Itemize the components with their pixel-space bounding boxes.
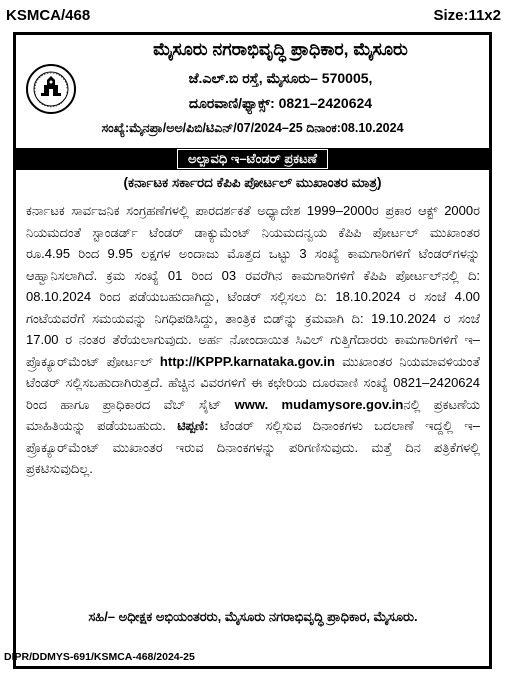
authority-seal-icon — [25, 63, 77, 115]
dipr-code: DIPR/DDMYS-691/KSMCA-468/2024-25 — [4, 651, 195, 663]
notice-header — [16, 35, 489, 146]
reference-number: ಸಂಖ್ಯೆ:ಮೈನಪ್ರಾ/ಅಅ/ಪಿಬಿ/ಟಿಎನ್/07/2024–25 ದಿನಾಂಕ:08.10.2024 — [101, 121, 404, 135]
notice-body — [26, 200, 480, 480]
note-label: ಟಿಪ್ಪಣಿ: — [177, 418, 209, 433]
note-text: ಟೆಂಡರ್ ಸಲ್ಲಿಸುವ ದಿನಾಂಕಗಳು ಬದಲಾಣೆ ಇದ್ದಲ್ಲಿ ಇ–ಪ್ರೊಕ್ಯೂರ್‌ಮೆಂಟ್ ಮುಖಾಂತರ ಇರುವ ದಿನಾಂಕಗಳನ್ನು ಪರಿಗಣಿಸುವುದು. ಮತ್ತೆ ದಿನ ಪತ್ರಿಕೆಗಳಲ್ಲಿ ಪ್ರಕಟಿಸುವುದಿಲ್ಲ. — [26, 418, 480, 476]
body-paragraph-2: ಮುಖಾಂತರ ನಿಯಮಾವಳಿಯಂತೆ ಟೆಂಡರ್ ಸಲ್ಲಿಸಬಹುದಾಗಿರುತ್ತದೆ. ಹೆಚ್ಚಿನ ವಿವರಗಳಿಗೆ ಈ ಕಛೇರಿಯ ದೂರವಾಣಿ ಸಂಖ್ಯೆ 0821–2420624 ರಿಂದ ಹಾಗೂ ಪ್ರಾಧಿಕಾರದ ವೆಬ್ ಸೈಟ್ — [26, 353, 480, 412]
banner-title: ಅಲ್ಪಾವಧಿ ಇ–ಟೆಂಡರ್ ಪ್ರಕಟಣೆ — [177, 149, 328, 169]
body-paragraph-3: ನಲ್ಲಿ ಪ್ರಕಟಣೆಯ ಮಾಹಿತಿಯನ್ನು ಪಡೆಯಬಹುದು. — [26, 396, 480, 433]
notice-banner — [16, 148, 489, 170]
body-paragraph-1: ಕರ್ನಾಟಕ ಸಾರ್ವಜನಿಕ ಸಂಗ್ರಹಣೆಗಳಲ್ಲಿ ಪಾರದರ್ಶಕತೆ ಅಧ್ಯಾದೇಶ 1999–2000ರ ಪ್ರಕಾರ ಆಕ್ಟ್ 2000ರ ನಿಯಮದಂತೆ ಸ್ಟಾಂಡರ್ಡ್ ಟೆಂಡರ್ ಡಾಕ್ಯುಮೆಂಟ್ ನಿಯಮದನ್ವಯ ಕೆಪಿಪಿ ಪೋರ್ಟಲ್ ಮುಖಾಂತರ ರೂ.4.95 ರಿಂದ 9.95 ಲಕ್ಷಗಳ ಅಂದಾಜು ಮೊತ್ತದ ಒಟ್ಟು 3 ಸಂಖ್ಯೆ ಕಾಮಗಾರಿಗಳಿಗೆ ಟೆಂಡರ್‌ಗಳನ್ನು ಆಹ್ವಾನಿಸಲಾಗಿದೆ. ಕ್ರಮ ಸಂಖ್ಯೆ 01 ರಿಂದ 03 ರವರೆಗಿನ ಕಾಮಗಾರಿಗಳಿಗೆ ಕೆಪಿಪಿ ಪೋರ್ಟಲ್‌ನಲ್ಲಿ ದಿ: 08.10.2024 ರಿಂದ ಪಡೆಯಬಹುದಾಗಿದ್ದು, ಟೆಂಡರ್ ಸಲ್ಲಿಸಲು ದಿ: 18.10.2024 ರ ಸಂಜೆ 4.00 ಗಂಟೆಯವರೆಗೆ ಸಮಯವನ್ನು ನಿಗಧಿಪಡಿಸಿದ್ದು, ತಾಂತ್ರಿಕ ಬಿಡ್‌ನ್ನು ಕ್ರಮವಾಗಿ ದಿ: 19.10.2024 ರ ಸಂಜೆ 17.00 ರ ನಂತರ ತೆರೆಯಲಾಗುವುದು. ಅರ್ಹ ನೋಂದಾಯಿತ ಸಿವಿಲ್ ಗುತ್ತಿಗೆದಾರರು ಕಾಮಗಾರಿಗಳಿಗೆ ಇ–ಪ್ರೊಕ್ಯೂರ್‌ಮೆಂಟ್ ಪೋರ್ಟಲ್ — [26, 203, 480, 369]
organization-address: ಜೆ.ಎಲ್.ಬಿ ರಸ್ತೆ, ಮೈಸೂರು– 570005, — [188, 70, 373, 86]
website-link[interactable]: mudamysore.gov.in — [281, 396, 404, 412]
top-line — [6, 4, 501, 26]
organization-phone: ದೂರವಾಣಿ/ಫ್ಯಾಕ್ಸ್: 0821–2420624 — [188, 95, 373, 111]
notice-frame — [13, 32, 492, 669]
website-prefix[interactable]: www. — [234, 396, 269, 412]
organization-name: ಮೈಸೂರು ನಗರಾಭಿವೃದ್ಧಿ ಪ್ರಾಧಿಕಾರ, ಮೈಸೂರು — [153, 39, 408, 59]
ad-code: KSMCA/468 — [6, 6, 91, 24]
signoff: ಸಹಿ/– ಅಧೀಕ್ಷಕ ಅಭಿಯಂತರರು, ಮೈಸೂರು ನಗರಾಭಿವೃದ್ಧಿ ಪ್ರಾಧಿಕಾರ, ಮೈಸೂರು. — [88, 609, 418, 624]
ad-size: Size:11x2 — [433, 6, 501, 24]
notice-subheading: (ಕರ್ನಾಟಕ ಸರ್ಕಾರದ ಕೆಪಿಪಿ ಪೋರ್ಟಲ್ ಮುಖಾಂತರ ಮಾತ್ರ) — [123, 175, 382, 190]
portal-url-link[interactable]: http://KPPP.karnataka.gov.in — [159, 353, 335, 369]
